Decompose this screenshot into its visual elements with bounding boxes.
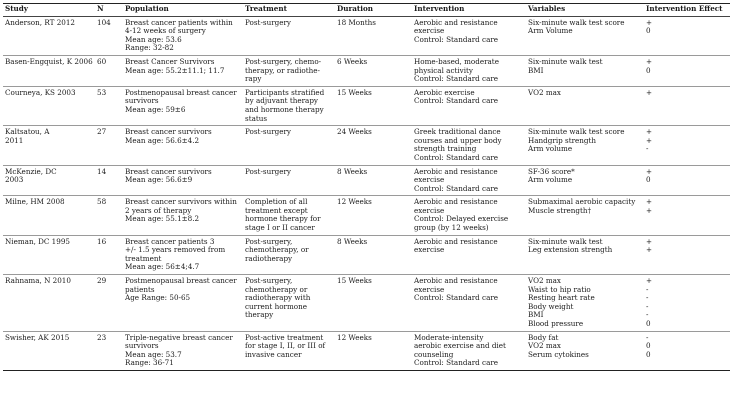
table-row bbox=[3, 196, 730, 235]
table-row bbox=[3, 86, 730, 125]
n-value: 23 bbox=[97, 332, 107, 342]
n-cell bbox=[95, 331, 123, 370]
variables-cell bbox=[526, 165, 644, 196]
n-cell bbox=[95, 196, 123, 235]
intervention-line: Aerobic and resistance bbox=[414, 166, 498, 176]
header-intervention-effect: Intervention Effect bbox=[644, 4, 730, 17]
effect-value: 0 bbox=[646, 349, 651, 359]
intervention-cell bbox=[412, 196, 526, 235]
effect-value: - bbox=[646, 332, 649, 342]
intervention-line: Aerobic and resistance bbox=[414, 197, 498, 207]
effect-value: + bbox=[646, 166, 653, 176]
variables-line: VO2 max bbox=[528, 341, 561, 351]
study-line: Basen-Engquist, K 2006 bbox=[5, 56, 93, 66]
study-cell bbox=[3, 55, 95, 86]
population-line: Breast cancer patients within bbox=[125, 17, 233, 27]
n-value: 29 bbox=[97, 276, 107, 286]
treatment-line: status bbox=[245, 113, 268, 123]
variables-line: VO2 max bbox=[528, 276, 561, 286]
population-line: Triple-negative breast cancer bbox=[125, 332, 233, 342]
population-line: +/- 1.5 years removed from bbox=[125, 245, 226, 255]
duration-cell bbox=[335, 126, 412, 165]
n-cell bbox=[95, 165, 123, 196]
variables-line: Blood pressure bbox=[528, 319, 584, 328]
n-value: 27 bbox=[97, 127, 107, 137]
table-header bbox=[3, 4, 730, 17]
n-value: 14 bbox=[97, 166, 107, 176]
treatment-line: hormone therapy for bbox=[245, 214, 321, 224]
intervention-line: strength training bbox=[414, 144, 477, 154]
variables-line: Six-minute walk test score bbox=[528, 127, 625, 137]
study-line: McKenzie, DC bbox=[5, 166, 57, 176]
effect-cell bbox=[644, 126, 730, 165]
effect-value: 0 bbox=[646, 175, 651, 185]
duration-value: 15 Weeks bbox=[337, 276, 372, 286]
effect-value: 0 bbox=[646, 319, 651, 328]
population-line: Mean age: 56.6±9 bbox=[125, 175, 193, 185]
population-line: Postmenopausal breast cancer bbox=[125, 87, 237, 97]
studies-table bbox=[3, 3, 730, 371]
variables-line: BMI bbox=[528, 310, 544, 320]
variables-line: Body weight bbox=[528, 301, 574, 311]
treatment-cell bbox=[243, 165, 335, 196]
treatment-line: radiotherapy with bbox=[245, 293, 311, 303]
population-line: Mean age: 53.7 bbox=[125, 349, 182, 359]
header-intervention: Intervention bbox=[412, 4, 526, 17]
population-line: Range: 32-82 bbox=[125, 43, 174, 53]
effect-cell bbox=[644, 331, 730, 370]
study-line: 2011 bbox=[5, 135, 24, 145]
study-line: Rahnama, N 2010 bbox=[5, 276, 71, 286]
population-line: Mean age: 56±4;4.7 bbox=[125, 262, 200, 272]
header-treatment: Treatment bbox=[243, 4, 335, 17]
treatment-line: Post-surgery bbox=[245, 17, 291, 27]
effect-cell bbox=[644, 196, 730, 235]
treatment-line: Post-surgery, bbox=[245, 276, 293, 286]
intervention-line: exercise bbox=[414, 284, 445, 294]
intervention-line: Control: Standard care bbox=[414, 96, 499, 106]
duration-value: 15 Weeks bbox=[337, 87, 372, 97]
population-cell bbox=[123, 165, 243, 196]
intervention-line: exercise bbox=[414, 205, 445, 215]
variables-line: Six-minute walk test bbox=[528, 56, 603, 66]
effect-value: + bbox=[646, 245, 653, 255]
variables-line: Body fat bbox=[528, 332, 559, 342]
effect-cell bbox=[644, 86, 730, 125]
variables-line: Six-minute walk test score bbox=[528, 17, 625, 27]
table-row bbox=[3, 331, 730, 370]
treatment-cell bbox=[243, 235, 335, 274]
variables-line: BMI bbox=[528, 65, 544, 75]
population-line: Breast cancer survivors bbox=[125, 127, 212, 137]
population-cell bbox=[123, 275, 243, 332]
population-line: 4-12 weeks of surgery bbox=[125, 26, 206, 36]
effect-value: - bbox=[646, 301, 649, 311]
variables-cell bbox=[526, 16, 644, 55]
treatment-cell bbox=[243, 16, 335, 55]
variables-cell bbox=[526, 86, 644, 125]
table-row bbox=[3, 55, 730, 86]
duration-cell bbox=[335, 196, 412, 235]
effect-cell bbox=[644, 165, 730, 196]
intervention-line: Control: Standard care bbox=[414, 152, 499, 162]
variables-cell bbox=[526, 235, 644, 274]
intervention-line: physical activity bbox=[414, 65, 473, 75]
duration-cell bbox=[335, 235, 412, 274]
variables-line: VO2 max bbox=[528, 87, 561, 97]
variables-line: Resting heart rate bbox=[528, 293, 595, 303]
variables-line: Serum cytokines bbox=[528, 349, 589, 359]
intervention-line: exercise bbox=[414, 245, 445, 255]
effect-value: 0 bbox=[646, 341, 651, 351]
population-line: Breast Cancer Survivors bbox=[125, 56, 215, 66]
effect-value: + bbox=[646, 197, 653, 207]
header-n: N bbox=[95, 4, 123, 17]
intervention-line: exercise bbox=[414, 175, 445, 185]
duration-value: 12 Weeks bbox=[337, 332, 372, 342]
effect-value: - bbox=[646, 293, 649, 303]
treatment-cell bbox=[243, 196, 335, 235]
treatment-cell bbox=[243, 126, 335, 165]
effect-value: + bbox=[646, 135, 653, 145]
n-value: 58 bbox=[97, 197, 107, 207]
population-line: Mean age: 55.2±11.1; 11.7 bbox=[125, 65, 225, 75]
intervention-line: Aerobic and resistance bbox=[414, 236, 498, 246]
treatment-line: Post-surgery bbox=[245, 166, 291, 176]
treatment-cell bbox=[243, 275, 335, 332]
variables-cell bbox=[526, 331, 644, 370]
variables-line: SF-36 score* bbox=[528, 166, 575, 176]
effect-cell bbox=[644, 235, 730, 274]
intervention-line: aerobic exercise and diet bbox=[414, 341, 506, 351]
intervention-cell bbox=[412, 55, 526, 86]
study-cell bbox=[3, 165, 95, 196]
treatment-line: Participants stratified bbox=[245, 87, 325, 97]
treatment-line: current hormone bbox=[245, 301, 307, 311]
n-value: 104 bbox=[97, 17, 111, 27]
treatment-line: for stage I, II, or III of bbox=[245, 341, 326, 351]
header-row bbox=[3, 4, 730, 17]
treatment-cell bbox=[243, 86, 335, 125]
treatment-line: treatment except bbox=[245, 205, 308, 215]
variables-line: Arm Volume bbox=[528, 26, 573, 36]
intervention-line: Aerobic and resistance bbox=[414, 276, 498, 286]
intervention-line: Greek traditional dance bbox=[414, 127, 501, 137]
effect-value: - bbox=[646, 310, 649, 320]
effect-value: - bbox=[646, 284, 649, 294]
intervention-cell bbox=[412, 165, 526, 196]
duration-value: 18 Months bbox=[337, 17, 376, 27]
variables-cell bbox=[526, 55, 644, 86]
study-line: 2003 bbox=[5, 175, 24, 185]
duration-cell bbox=[335, 165, 412, 196]
effect-value: + bbox=[646, 17, 653, 27]
population-cell bbox=[123, 331, 243, 370]
intervention-cell bbox=[412, 235, 526, 274]
table-row bbox=[3, 275, 730, 332]
duration-value: 8 Weeks bbox=[337, 166, 368, 176]
table-body bbox=[3, 16, 730, 370]
study-line: Nieman, DC 1995 bbox=[5, 236, 70, 246]
study-cell bbox=[3, 275, 95, 332]
treatment-line: stage I or II cancer bbox=[245, 223, 315, 233]
treatment-line: radiotherapy bbox=[245, 253, 293, 263]
study-line: Anderson, RT 2012 bbox=[5, 17, 75, 27]
study-cell bbox=[3, 16, 95, 55]
duration-cell bbox=[335, 86, 412, 125]
treatment-line: Completion of all bbox=[245, 197, 308, 207]
intervention-line: Control: Standard care bbox=[414, 183, 499, 193]
intervention-line: Control: Standard care bbox=[414, 293, 499, 303]
n-cell bbox=[95, 16, 123, 55]
treatment-line: and hormone therapy bbox=[245, 104, 324, 114]
effect-value: 0 bbox=[646, 65, 651, 75]
population-line: Postmenopausal breast cancer bbox=[125, 276, 237, 286]
study-line: Milne, HM 2008 bbox=[5, 197, 65, 207]
treatment-line: Post-active treatment bbox=[245, 332, 324, 342]
effect-value: - bbox=[646, 144, 649, 154]
n-value: 60 bbox=[97, 56, 107, 66]
effect-cell bbox=[644, 55, 730, 86]
intervention-line: Aerobic and resistance bbox=[414, 17, 498, 27]
duration-cell bbox=[335, 55, 412, 86]
population-line: 2 years of therapy bbox=[125, 205, 192, 215]
population-line: survivors bbox=[125, 96, 159, 106]
effect-value: + bbox=[646, 205, 653, 215]
variables-line: Muscle strength† bbox=[528, 205, 592, 215]
intervention-cell bbox=[412, 331, 526, 370]
variables-line: Handgrip strength bbox=[528, 135, 597, 145]
population-line: survivors bbox=[125, 341, 159, 351]
intervention-line: Aerobic exercise bbox=[414, 87, 475, 97]
intervention-line: counseling bbox=[414, 349, 454, 359]
study-line: Kaltsatou, A bbox=[5, 127, 50, 137]
study-line: Swisher, AK 2015 bbox=[5, 332, 70, 342]
variables-cell bbox=[526, 275, 644, 332]
variables-line: Arm volume bbox=[528, 144, 573, 154]
header-variables: Variables bbox=[526, 4, 644, 17]
treatment-line: rapy bbox=[245, 74, 262, 84]
treatment-cell bbox=[243, 331, 335, 370]
variables-cell bbox=[526, 196, 644, 235]
intervention-cell bbox=[412, 16, 526, 55]
study-cell bbox=[3, 331, 95, 370]
intervention-line: exercise bbox=[414, 26, 445, 36]
effect-value: + bbox=[646, 276, 653, 286]
intervention-line: Moderate-intensity bbox=[414, 332, 484, 342]
n-value: 16 bbox=[97, 236, 107, 246]
treatment-line: Post-surgery bbox=[245, 127, 291, 137]
treatment-line: therapy, or radiothe- bbox=[245, 65, 320, 75]
population-line: Breast cancer survivors within bbox=[125, 197, 237, 207]
effect-value: + bbox=[646, 236, 653, 246]
intervention-line: Control: Standard care bbox=[414, 358, 499, 368]
population-line: Mean age: 53.6 bbox=[125, 34, 182, 44]
population-cell bbox=[123, 235, 243, 274]
n-cell bbox=[95, 86, 123, 125]
intervention-line: group (by 12 weeks) bbox=[414, 223, 489, 233]
effect-cell bbox=[644, 275, 730, 332]
variables-line: Arm volume bbox=[528, 175, 573, 185]
study-cell bbox=[3, 86, 95, 125]
n-cell bbox=[95, 235, 123, 274]
variables-cell bbox=[526, 126, 644, 165]
duration-value: 6 Weeks bbox=[337, 56, 368, 66]
study-cell bbox=[3, 235, 95, 274]
population-line: Range: 36-71 bbox=[125, 358, 174, 368]
study-cell bbox=[3, 196, 95, 235]
population-cell bbox=[123, 196, 243, 235]
population-line: Mean age: 59±6 bbox=[125, 104, 186, 114]
effect-cell bbox=[644, 16, 730, 55]
effect-value: + bbox=[646, 127, 653, 137]
population-line: Age Range: 50-65 bbox=[125, 293, 191, 303]
intervention-line: Home-based, moderate bbox=[414, 56, 499, 66]
treatment-line: invasive cancer bbox=[245, 349, 302, 359]
n-cell bbox=[95, 55, 123, 86]
treatment-line: chemotherapy, or bbox=[245, 245, 309, 255]
n-cell bbox=[95, 275, 123, 332]
intervention-cell bbox=[412, 86, 526, 125]
table-row bbox=[3, 235, 730, 274]
header-study: Study bbox=[3, 4, 95, 17]
intervention-line: courses and upper body bbox=[414, 135, 502, 145]
population-line: Breast cancer patients 3 bbox=[125, 236, 215, 246]
treatment-line: Post-surgery, bbox=[245, 236, 293, 246]
header-duration: Duration bbox=[335, 4, 412, 17]
study-cell bbox=[3, 126, 95, 165]
variables-line: Leg extension strength bbox=[528, 245, 613, 255]
intervention-cell bbox=[412, 275, 526, 332]
variables-line: Six-minute walk test bbox=[528, 236, 603, 246]
header-population: Population bbox=[123, 4, 243, 17]
duration-value: 8 Weeks bbox=[337, 236, 368, 246]
table-row bbox=[3, 16, 730, 55]
population-line: treatment bbox=[125, 253, 162, 263]
population-cell bbox=[123, 126, 243, 165]
variables-line: Waist to hip ratio bbox=[528, 284, 591, 294]
intervention-line: Control: Delayed exercise bbox=[414, 214, 509, 224]
duration-value: 12 Weeks bbox=[337, 197, 372, 207]
population-line: Breast cancer survivors bbox=[125, 166, 212, 176]
treatment-cell bbox=[243, 55, 335, 86]
population-line: patients bbox=[125, 284, 155, 294]
treatment-line: therapy bbox=[245, 310, 274, 320]
n-cell bbox=[95, 126, 123, 165]
n-value: 53 bbox=[97, 87, 107, 97]
effect-value: + bbox=[646, 87, 653, 97]
population-line: Mean age: 56.6±4.2 bbox=[125, 135, 200, 145]
table-row bbox=[3, 126, 730, 165]
population-line: Mean age: 55.1±8.2 bbox=[125, 214, 200, 224]
effect-value: + bbox=[646, 56, 653, 66]
study-line: Courneya, KS 2003 bbox=[5, 87, 76, 97]
treatment-line: by adjuvant therapy bbox=[245, 96, 318, 106]
intervention-line: Control: Standard care bbox=[414, 74, 499, 84]
duration-cell bbox=[335, 275, 412, 332]
variables-line: Submaximal aerobic capacity bbox=[528, 197, 636, 207]
population-cell bbox=[123, 86, 243, 125]
duration-cell bbox=[335, 331, 412, 370]
duration-value: 24 Weeks bbox=[337, 127, 372, 137]
treatment-line: chemotherapy or bbox=[245, 284, 308, 294]
population-cell bbox=[123, 55, 243, 86]
treatment-line: Post-surgery, chemo- bbox=[245, 56, 322, 66]
population-cell bbox=[123, 16, 243, 55]
effect-value: 0 bbox=[646, 26, 651, 36]
intervention-cell bbox=[412, 126, 526, 165]
duration-cell bbox=[335, 16, 412, 55]
intervention-line: Control: Standard care bbox=[414, 34, 499, 44]
table-row bbox=[3, 165, 730, 196]
